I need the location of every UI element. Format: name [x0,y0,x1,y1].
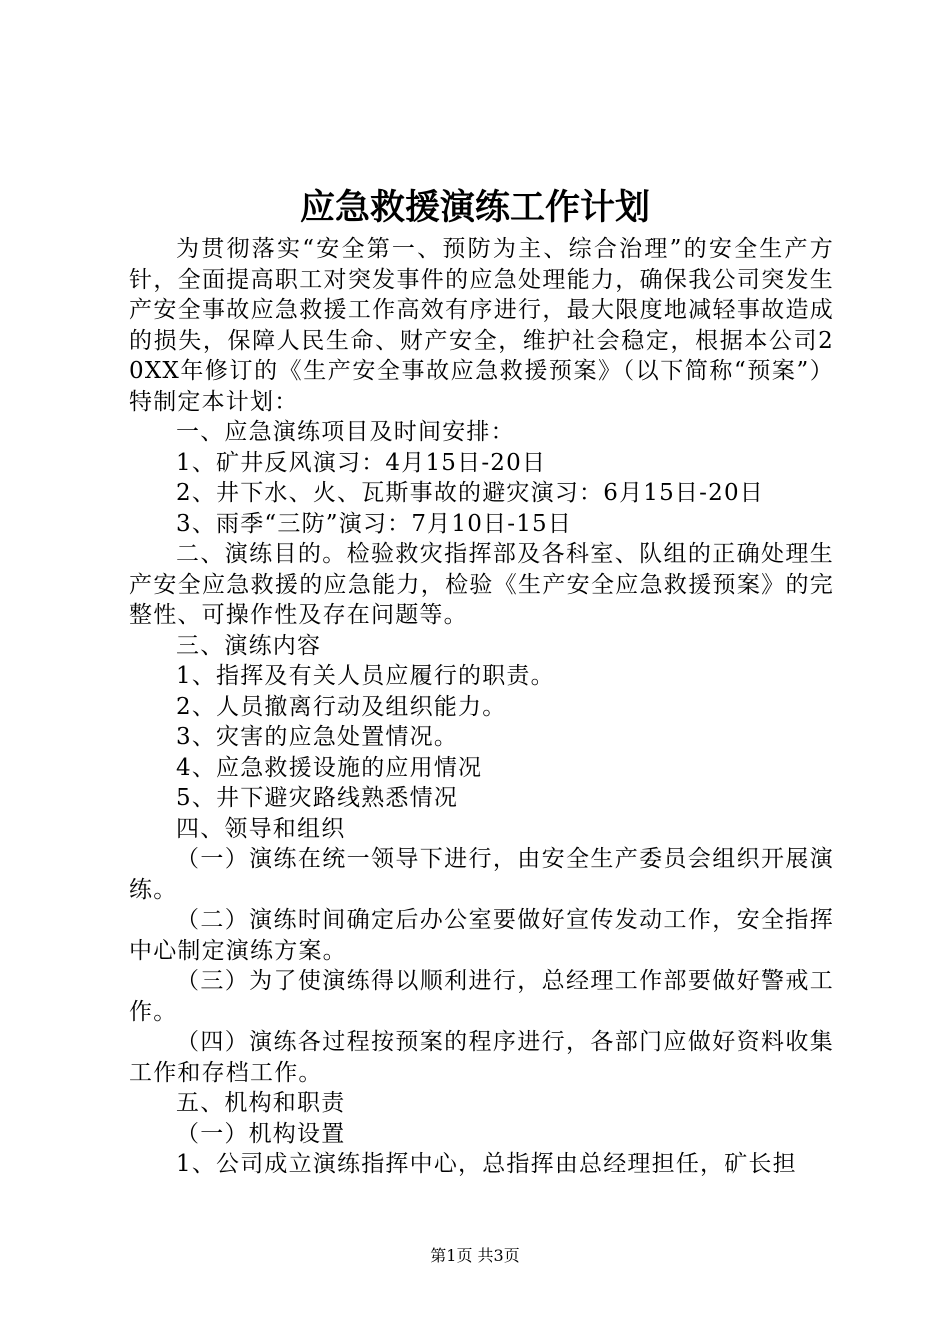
list-item: 2、井下水、火、瓦斯事故的避灾演习：6月15日-20日 [176,480,764,506]
subsection-heading: （一）机构设置 [176,1120,346,1147]
list-item: 3、灾害的应急处置情况。 [176,724,459,750]
list-item: （一）演练在统一领导下进行，由安全生产委员会组织开展演练。 [129,846,834,903]
list-item: 3、雨季“三防”演习：7月10日-15日 [176,510,573,537]
document-body [129,234,834,1180]
section-heading-4: 四、领导和组织 [176,815,346,842]
section-heading-5: 五、机构和职责 [176,1090,346,1116]
list-item: 1、矿井反风演习：4月15日-20日 [176,449,547,476]
document-title: 应急救援演练工作计划 [299,188,650,228]
list-item: 5、井下避灾路线熟悉情况 [176,785,459,811]
paragraph-intro: 为贯彻落实“安全第一、预防为主、综合治理”的安全生产方针，全面提高职工对突发事件的应急处理能力，确保我公司突发生产安全事故应急救援工作高效有序进行，最大限度地减轻事故造成的损失，保障人民生命、财产安全，维护社会稳定，根据本公司20XX年修订的《生产安全事故应急救援预案》（以下简称“预案”）特制定本计划： [129,236,834,415]
list-item: （二）演练时间确定后办公室要做好宣传发动工作，安全指挥中心制定演练方案。 [129,907,834,964]
list-item: 1、公司成立演练指挥中心，总指挥由总经理担任，矿长担 [176,1151,797,1177]
section-heading-3: 三、演练内容 [176,632,322,659]
page-footer: 第1页 共3页 [430,1246,520,1265]
list-item: 1、指挥及有关人员应履行的职责。 [176,663,555,689]
list-item: （四）演练各过程按预案的程序进行，各部门应做好资料收集工作和存档工作。 [129,1029,834,1086]
section-heading-2: 二、演练目的。检验救灾指挥部及各科室、队组的正确处理生产安全应急救援的应急能力，检验《生产安全应急救援预案》的完整性、可操作性及存在问题等。 [129,541,834,628]
list-item: （三）为了使演练得以顺利进行，总经理工作部要做好警戒工作。 [129,968,834,1025]
list-item: 2、人员撤离行动及组织能力。 [176,693,507,720]
section-heading-1: 一、应急演练项目及时间安排： [176,419,515,445]
list-item: 4、应急救援设施的应用情况 [176,754,483,781]
